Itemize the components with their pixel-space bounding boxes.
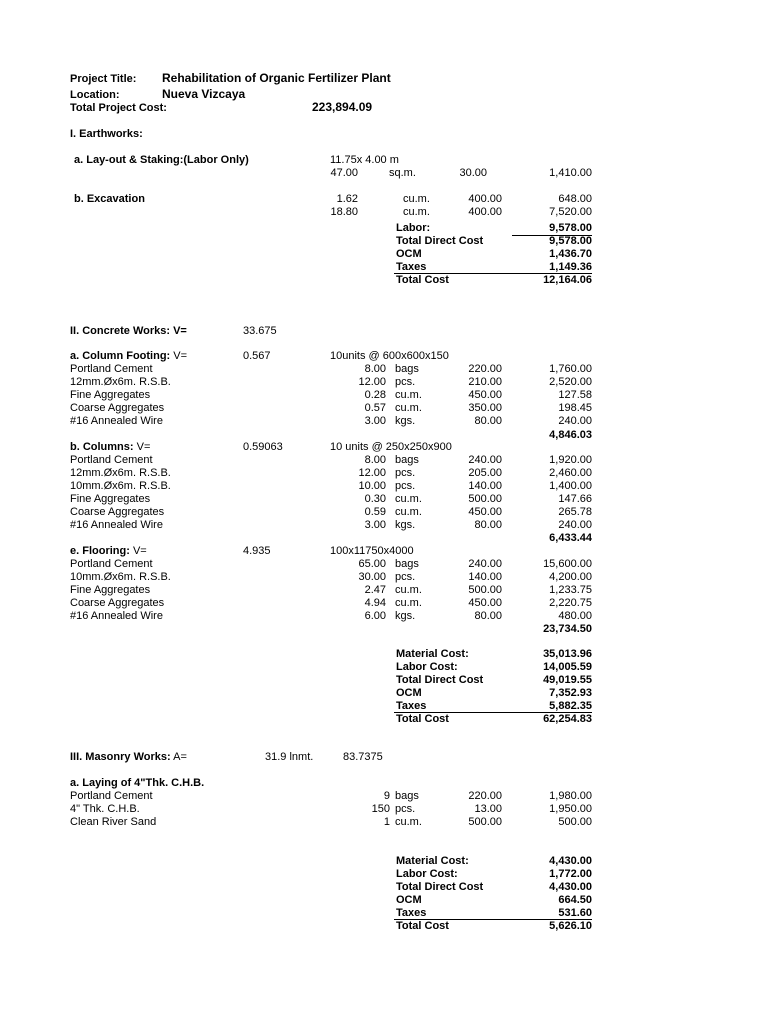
line-item-unit: pcs.	[395, 467, 416, 479]
summary-value: 62,254.83	[543, 713, 592, 725]
excavation-title: b. Excavation	[74, 193, 145, 205]
line-item-name: #16 Annealed Wire	[70, 610, 163, 622]
footing-volume: 0.567	[243, 350, 271, 362]
summary-label: Total Cost	[396, 920, 449, 932]
line-item-amount: 1,760.00	[549, 363, 592, 375]
summary-label: OCM	[396, 687, 422, 699]
line-item-name: 12mm.Øx6m. R.S.B.	[70, 467, 171, 479]
line-item-unit-price: 240.00	[468, 558, 502, 570]
line-item-qty: 9	[383, 790, 390, 802]
line-item-unit-price: 450.00	[468, 389, 502, 401]
line-item-qty: 2.47	[364, 584, 386, 596]
summary-label: Total Direct Cost	[396, 881, 484, 893]
line-item-name: 12mm.Øx6m. R.S.B.	[70, 376, 171, 388]
line-item-amount: 240.00	[558, 519, 592, 531]
ew-taxes-label: Taxes	[396, 261, 427, 273]
line-item-unit: cu.m.	[395, 389, 422, 401]
line-item-unit-price: 140.00	[468, 480, 502, 492]
line-item-unit: cu.m.	[395, 493, 422, 505]
line-item-unit: cu.m.	[395, 506, 422, 518]
line-item-unit: cu.m.	[395, 402, 422, 414]
excavation-unit: cu.m.	[403, 193, 430, 205]
layout-unit: sq.m.	[389, 167, 416, 179]
footing-spec: 10units @ 600x600x150	[330, 350, 449, 362]
total-project-cost-label: Total Project Cost:	[70, 102, 167, 114]
summary-label: Total Cost	[396, 713, 449, 725]
ew-total-label: Total Cost	[396, 274, 449, 286]
line-item-amount: 2,460.00	[549, 467, 592, 479]
line-item-qty: 1	[383, 816, 390, 828]
line-item-amount: 240.00	[558, 415, 592, 427]
summary-value: 14,005.59	[543, 661, 592, 673]
line-item-qty: 4.94	[364, 597, 386, 609]
flooring-spec: 100x11750x4000	[330, 545, 414, 557]
excavation-amount: 648.00	[558, 193, 592, 205]
line-item-unit: cu.m.	[395, 597, 422, 609]
ew-ocm-value: 1,436.70	[549, 248, 592, 260]
line-item-unit-price: 500.00	[468, 493, 502, 505]
line-item-unit-price: 80.00	[474, 415, 502, 427]
summary-value: 5,882.35	[549, 700, 592, 712]
line-item-name: Clean River Sand	[70, 816, 157, 828]
line-item-unit: kgs.	[395, 415, 416, 427]
earthworks-heading: I. Earthworks:	[70, 128, 143, 140]
line-item-name: Coarse Aggregates	[70, 402, 165, 414]
line-item-qty: 3.00	[364, 519, 386, 531]
line-item-unit: pcs.	[395, 376, 416, 388]
line-item-amount: 2,220.75	[549, 597, 592, 609]
line-item-unit-price: 140.00	[468, 571, 502, 583]
line-item-unit-price: 450.00	[468, 506, 502, 518]
line-item-name: #16 Annealed Wire	[70, 415, 163, 427]
line-item-unit-price: 500.00	[468, 816, 502, 828]
concrete-volume: 33.675	[243, 325, 277, 337]
masonry-lnmt: 31.9 lnmt.	[265, 751, 314, 763]
line-item-unit-price: 80.00	[474, 519, 502, 531]
masonry-heading: III. Masonry Works:	[70, 751, 171, 763]
layout-qty: 47.00	[330, 167, 358, 179]
line-item-qty: 8.00	[364, 363, 386, 375]
summary-value: 4,430.00	[549, 855, 592, 867]
summary-label: Labor Cost:	[396, 661, 458, 673]
line-item-unit: pcs.	[395, 571, 416, 583]
line-item-unit: cu.m.	[395, 584, 422, 596]
line-item-amount: 4,200.00	[549, 571, 592, 583]
summary-label: Material Cost:	[396, 648, 469, 660]
line-item-unit-price: 220.00	[468, 363, 502, 375]
flooring-v-label: V=	[132, 545, 147, 557]
chb-laying-title: a. Laying of 4"Thk. C.H.B.	[70, 777, 205, 789]
line-item-unit: pcs.	[395, 803, 416, 815]
line-item-qty: 6.00	[364, 610, 386, 622]
masonry-area: 83.7375	[343, 751, 383, 763]
line-item-qty: 12.00	[358, 467, 386, 479]
ew-total-value: 12,164.06	[543, 274, 592, 286]
line-item-unit-price: 450.00	[468, 597, 502, 609]
footing-title-line	[70, 350, 187, 363]
line-item-name: 4" Thk. C.H.B.	[70, 803, 140, 815]
line-item-unit: kgs.	[395, 519, 416, 531]
excavation-qty: 18.80	[330, 206, 358, 218]
summary-value: 1,772.00	[549, 868, 592, 880]
flooring-title-line	[70, 545, 147, 558]
columns-title: b. Columns:	[70, 441, 134, 453]
line-item-amount: 1,400.00	[549, 480, 592, 492]
columns-spec: 10 units @ 250x250x900	[330, 441, 452, 453]
line-item-name: Portland Cement	[70, 558, 153, 570]
location-label: Location:	[70, 89, 120, 101]
line-item-amount: 500.00	[558, 816, 592, 828]
line-item-name: 10mm.Øx6m. R.S.B.	[70, 480, 171, 492]
line-item-unit-price: 205.00	[468, 467, 502, 479]
summary-label: Total Direct Cost	[396, 674, 484, 686]
line-item-unit-price: 80.00	[474, 610, 502, 622]
masonry-heading-line	[70, 751, 187, 764]
line-item-name: Fine Aggregates	[70, 389, 151, 401]
line-item-qty: 3.00	[364, 415, 386, 427]
line-item-qty: 150	[371, 803, 390, 815]
line-item-qty: 30.00	[358, 571, 386, 583]
excavation-unit-price: 400.00	[468, 193, 502, 205]
line-item-unit-price: 240.00	[468, 454, 502, 466]
excavation-unit: cu.m.	[403, 206, 430, 218]
line-item-qty: 65.00	[358, 558, 386, 570]
layout-amount: 1,410.00	[549, 167, 592, 179]
line-item-unit: bags	[395, 790, 419, 802]
footing-title: a. Column Footing:	[70, 350, 171, 362]
line-item-name: Fine Aggregates	[70, 584, 151, 596]
excavation-unit-price: 400.00	[468, 206, 502, 218]
excavation-qty: 1.62	[336, 193, 358, 205]
summary-label: Labor Cost:	[396, 868, 458, 880]
line-item-unit-price: 350.00	[468, 402, 502, 414]
ew-labor-label: Labor:	[396, 222, 431, 234]
line-item-amount: 127.58	[558, 389, 592, 401]
line-item-amount: 1,950.00	[549, 803, 592, 815]
excavation-amount: 7,520.00	[549, 206, 592, 218]
line-item-name: 10mm.Øx6m. R.S.B.	[70, 571, 171, 583]
line-item-unit-price: 13.00	[474, 803, 502, 815]
ew-ocm-label: OCM	[396, 248, 422, 260]
location-value: Nueva Vizcaya	[162, 87, 246, 101]
footing-v-label: V=	[173, 350, 188, 362]
line-item-name: #16 Annealed Wire	[70, 519, 163, 531]
layout-dimensions: 11.75x 4.00 m	[330, 154, 399, 166]
ew-direct-value: 9,578.00	[549, 235, 592, 247]
line-item-amount: 480.00	[558, 610, 592, 622]
flooring-title: e. Flooring:	[70, 545, 130, 557]
line-item-amount: 1,980.00	[549, 790, 592, 802]
flooring-subtotal: 23,734.50	[543, 623, 592, 635]
layout-staking-title: a. Lay-out & Staking:(Labor Only)	[74, 154, 249, 166]
summary-label: Taxes	[396, 700, 427, 712]
concrete-heading: II. Concrete Works: V=	[70, 325, 187, 337]
line-item-name: Portland Cement	[70, 454, 153, 466]
total-project-cost-value: 223,894.09	[312, 100, 373, 114]
line-item-unit: pcs.	[395, 480, 416, 492]
summary-value: 35,013.96	[543, 648, 592, 660]
columns-subtotal: 6,433.44	[549, 532, 592, 544]
line-item-unit: kgs.	[395, 610, 416, 622]
line-item-qty: 10.00	[358, 480, 386, 492]
line-item-unit-price: 220.00	[468, 790, 502, 802]
summary-value: 7,352.93	[549, 687, 592, 699]
line-item-name: Portland Cement	[70, 790, 153, 802]
columns-v-label: V=	[136, 441, 151, 453]
line-item-unit: bags	[395, 363, 419, 375]
layout-unit-price: 30.00	[459, 167, 487, 179]
summary-value: 531.60	[558, 907, 592, 919]
line-item-qty: 0.59	[364, 506, 386, 518]
line-item-qty: 0.57	[364, 402, 386, 414]
ew-direct-label: Total Direct Cost	[396, 235, 484, 247]
summary-value: 4,430.00	[549, 881, 592, 893]
ew-taxes-value: 1,149.36	[549, 261, 592, 273]
line-item-name: Portland Cement	[70, 363, 153, 375]
summary-label: OCM	[396, 894, 422, 906]
line-item-amount: 147.66	[558, 493, 592, 505]
summary-label: Material Cost:	[396, 855, 469, 867]
line-item-amount: 265.78	[558, 506, 592, 518]
line-item-qty: 8.00	[364, 454, 386, 466]
line-item-qty: 12.00	[358, 376, 386, 388]
line-item-qty: 0.28	[364, 389, 386, 401]
summary-value: 664.50	[558, 894, 592, 906]
line-item-amount: 2,520.00	[549, 376, 592, 388]
columns-volume: 0.59063	[243, 441, 283, 453]
line-item-name: Fine Aggregates	[70, 493, 151, 505]
flooring-volume: 4.935	[243, 545, 271, 557]
summary-value: 49,019.55	[543, 674, 592, 686]
project-title: Rehabilitation of Organic Fertilizer Plant	[162, 71, 391, 85]
line-item-unit: bags	[395, 454, 419, 466]
line-item-unit: cu.m.	[395, 816, 422, 828]
line-item-amount: 1,920.00	[549, 454, 592, 466]
project-title-label: Project Title:	[70, 73, 137, 85]
summary-value: 5,626.10	[549, 920, 592, 932]
line-item-name: Coarse Aggregates	[70, 597, 165, 609]
summary-label: Taxes	[396, 907, 427, 919]
line-item-qty: 0.30	[364, 493, 386, 505]
masonry-a-label: A=	[173, 751, 187, 763]
line-item-name: Coarse Aggregates	[70, 506, 165, 518]
footing-subtotal: 4,846.03	[549, 429, 592, 441]
ew-labor-value: 9,578.00	[549, 222, 592, 234]
line-item-unit: bags	[395, 558, 419, 570]
line-item-unit-price: 500.00	[468, 584, 502, 596]
line-item-amount: 15,600.00	[543, 558, 592, 570]
line-item-amount: 1,233.75	[549, 584, 592, 596]
columns-title-line	[70, 441, 150, 454]
line-item-unit-price: 210.00	[468, 376, 502, 388]
line-item-amount: 198.45	[558, 402, 592, 414]
